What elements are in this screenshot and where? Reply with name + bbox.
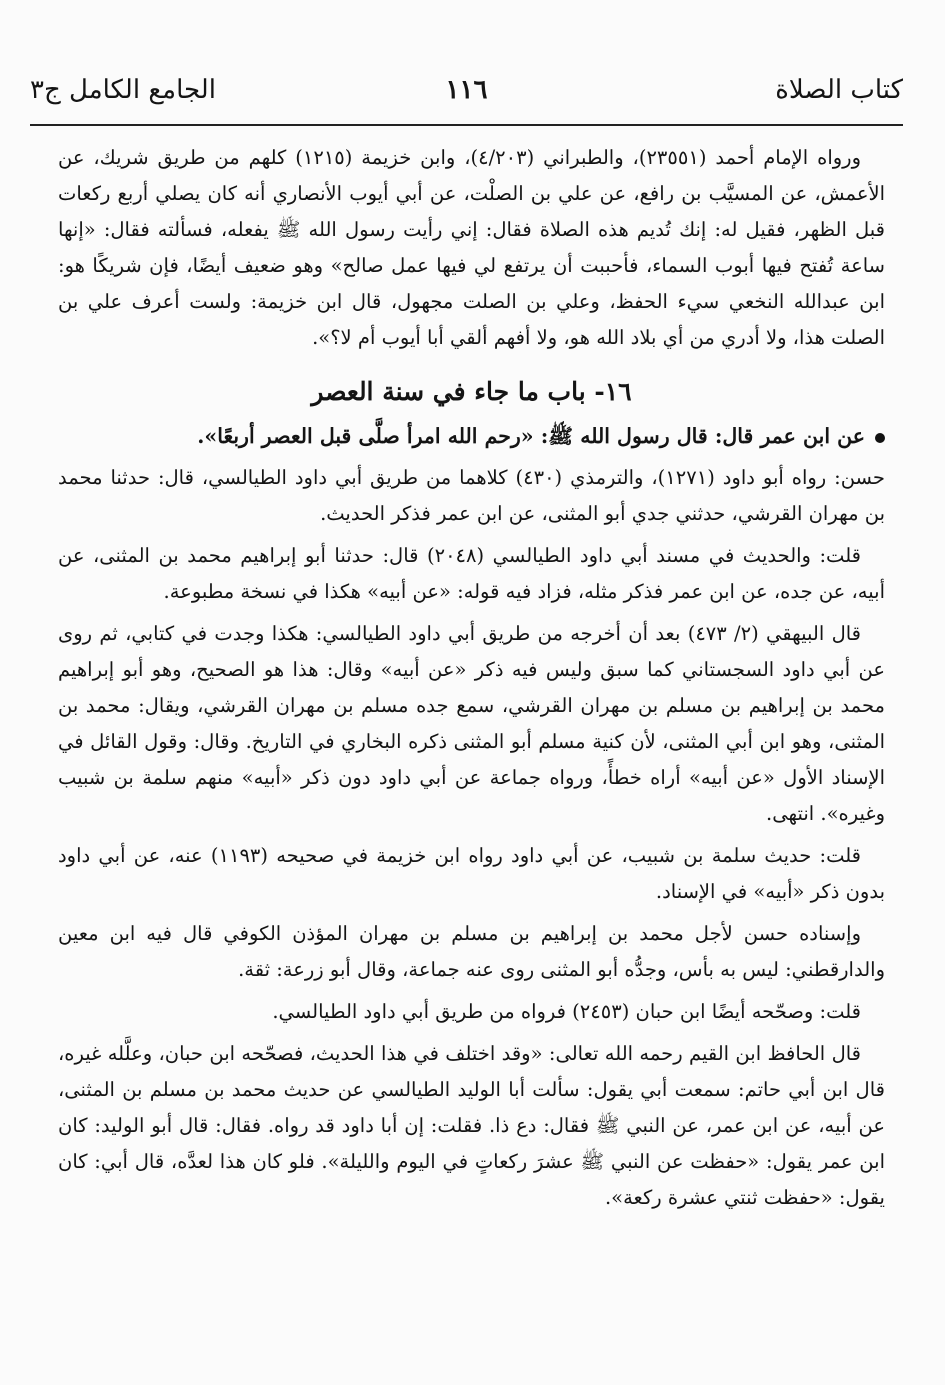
bullet-icon	[875, 433, 885, 443]
running-head	[30, 70, 903, 118]
page-body	[58, 140, 885, 1222]
paragraph-grading: حسن: رواه أبو داود (١٢٧١)، والترمذي (٤٣٠) كلاهما من طريق أبي داود الطيالسي، قال: حدثنا محمد بن مهران القرشي، حدثني جدي أبو المثنى، عن ابن عمر فذكر الحديث.	[58, 466, 885, 525]
hadith-text: عن ابن عمر قال: قال رسول الله ﷺ: «رحم الله امرأ صلَّى قبل العصر أربعًا».	[197, 424, 865, 448]
page-number: ١١٦	[445, 75, 488, 105]
paragraph-salama: قلت: حديث سلمة بن شبيب، عن أبي داود رواه ابن خزيمة في صحيحه (١١٩٣) عنه، عن أبي داود بدون ذكر «أبيه» في الإسناد.	[58, 844, 885, 903]
hadith-main	[58, 418, 885, 454]
book-section-title: كتاب الصلاة	[775, 75, 903, 105]
paragraph-isnad: وإسناده حسن لأجل محمد بن إبراهيم بن مسلم بن مهران المؤذن الكوفي قال فيه ابن معين والدارقطني: ليس به بأس، وجدُّه أبو المثنى روى عنه جماعة، وقال أبو زرعة: ثقة.	[58, 922, 885, 981]
book-title: الجامع الكامل ج٣	[30, 75, 216, 105]
header-divider	[30, 124, 903, 126]
paragraph-bayhaqi: قال البيهقي (٢/ ٤٧٣) بعد أن أخرجه من طريق أبي داود الطيالسي: هكذا وجدت في كتابي، ثم روى عن أبي داود السجستاني كما سبق وليس فيه ذكر «عن أبيه» وقال: هذا هو الصحيح، وهو أبو إبراهيم محمد بن إبراهيم بن مسلم بن مهران القرشي، سمع جده مسلم بن مهران القرشي، ويقال: محمد بن المثنى، وهو ابن أبي المثنى، لأن كنية مسلم أبو المثنى ذكره البخاري في التاريخ. وقال: وقول القائل في الإسناد الأول «عن أبيه» أراه خطأً، ورواه جماعة عن أبي داود دون ذكر «أبيه» منهم سلمة بن شبيب وغيره». انتهى.	[58, 622, 885, 825]
paragraph-ibn-hibban: قلت: وصحّحه أيضًا ابن حبان (٢٤٥٣) فرواه من طريق أبي داود الطيالسي.	[272, 1000, 861, 1023]
paragraph-ibn-qayyim: قال الحافظ ابن القيم رحمه الله تعالى: «وقد اختلف في هذا الحديث، فصحّحه ابن حبان، وعلَّله غيره، قال ابن أبي حاتم: سمعت أبي يقول: سألت أبا الوليد الطيالسي عن حديث محمد بن مسلم بن المثنى، عن أبيه، عن ابن عمر، عن النبي ﷺ فقال: دع ذا. فقلت: إن أبا داود قد رواه. فقال: قال أبو الوليد: كان ابن عمر يقول: «حفظت عن النبي ﷺ عشرَ ركعاتٍ في اليوم والليلة». فلو كان هذا لعدَّه، قال أبي: كان يقول: «حفظت ثنتي عشرة ركعة».	[58, 1042, 885, 1209]
chapter-title: ١٦- باب ما جاء في سنة العصر	[311, 377, 632, 406]
paragraph-ahmad-narration: ورواه الإمام أحمد (٢٣٥٥١)، والطبراني (٤/٢٠٣)، وابن خزيمة (١٢١٥) كلهم من طريق شريك، عن الأعمش، عن المسيَّب بن رافع، عن علي بن الصلْت، عن أبي أيوب الأنصاري أنه كان يصلي أربع ركعات قبل الظهر، فقيل له: إنك تُديم هذه الصلاة فقال: إني رأيت رسول الله ﷺ يفعله، فسألته فقال: «إنها ساعة تُفتح فيها أبوب السماء، فأحببت أن يرتفع لي فيها عمل صالح» وهو ضعيف أيضًا، فإن شريكًا هو: ابن عبدالله النخعي سيء الحفظ، وعلي بن الصلت مجهول، قال ابن خزيمة: ولست أعرف علي بن الصلت هذا، ولا أدري من أي بلاد الله هو، ولا أفهم ألقي أبا أيوب أم لا؟».	[58, 146, 885, 349]
paragraph-tayalisi: قلت: والحديث في مسند أبي داود الطيالسي (٢٠٤٨) قال: حدثنا أبو إبراهيم محمد بن المثنى، عن أبيه، عن جده، عن ابن عمر فذكر مثله، فزاد فيه قوله: «عن أبيه» هكذا في نسخة مطبوعة.	[58, 544, 885, 603]
